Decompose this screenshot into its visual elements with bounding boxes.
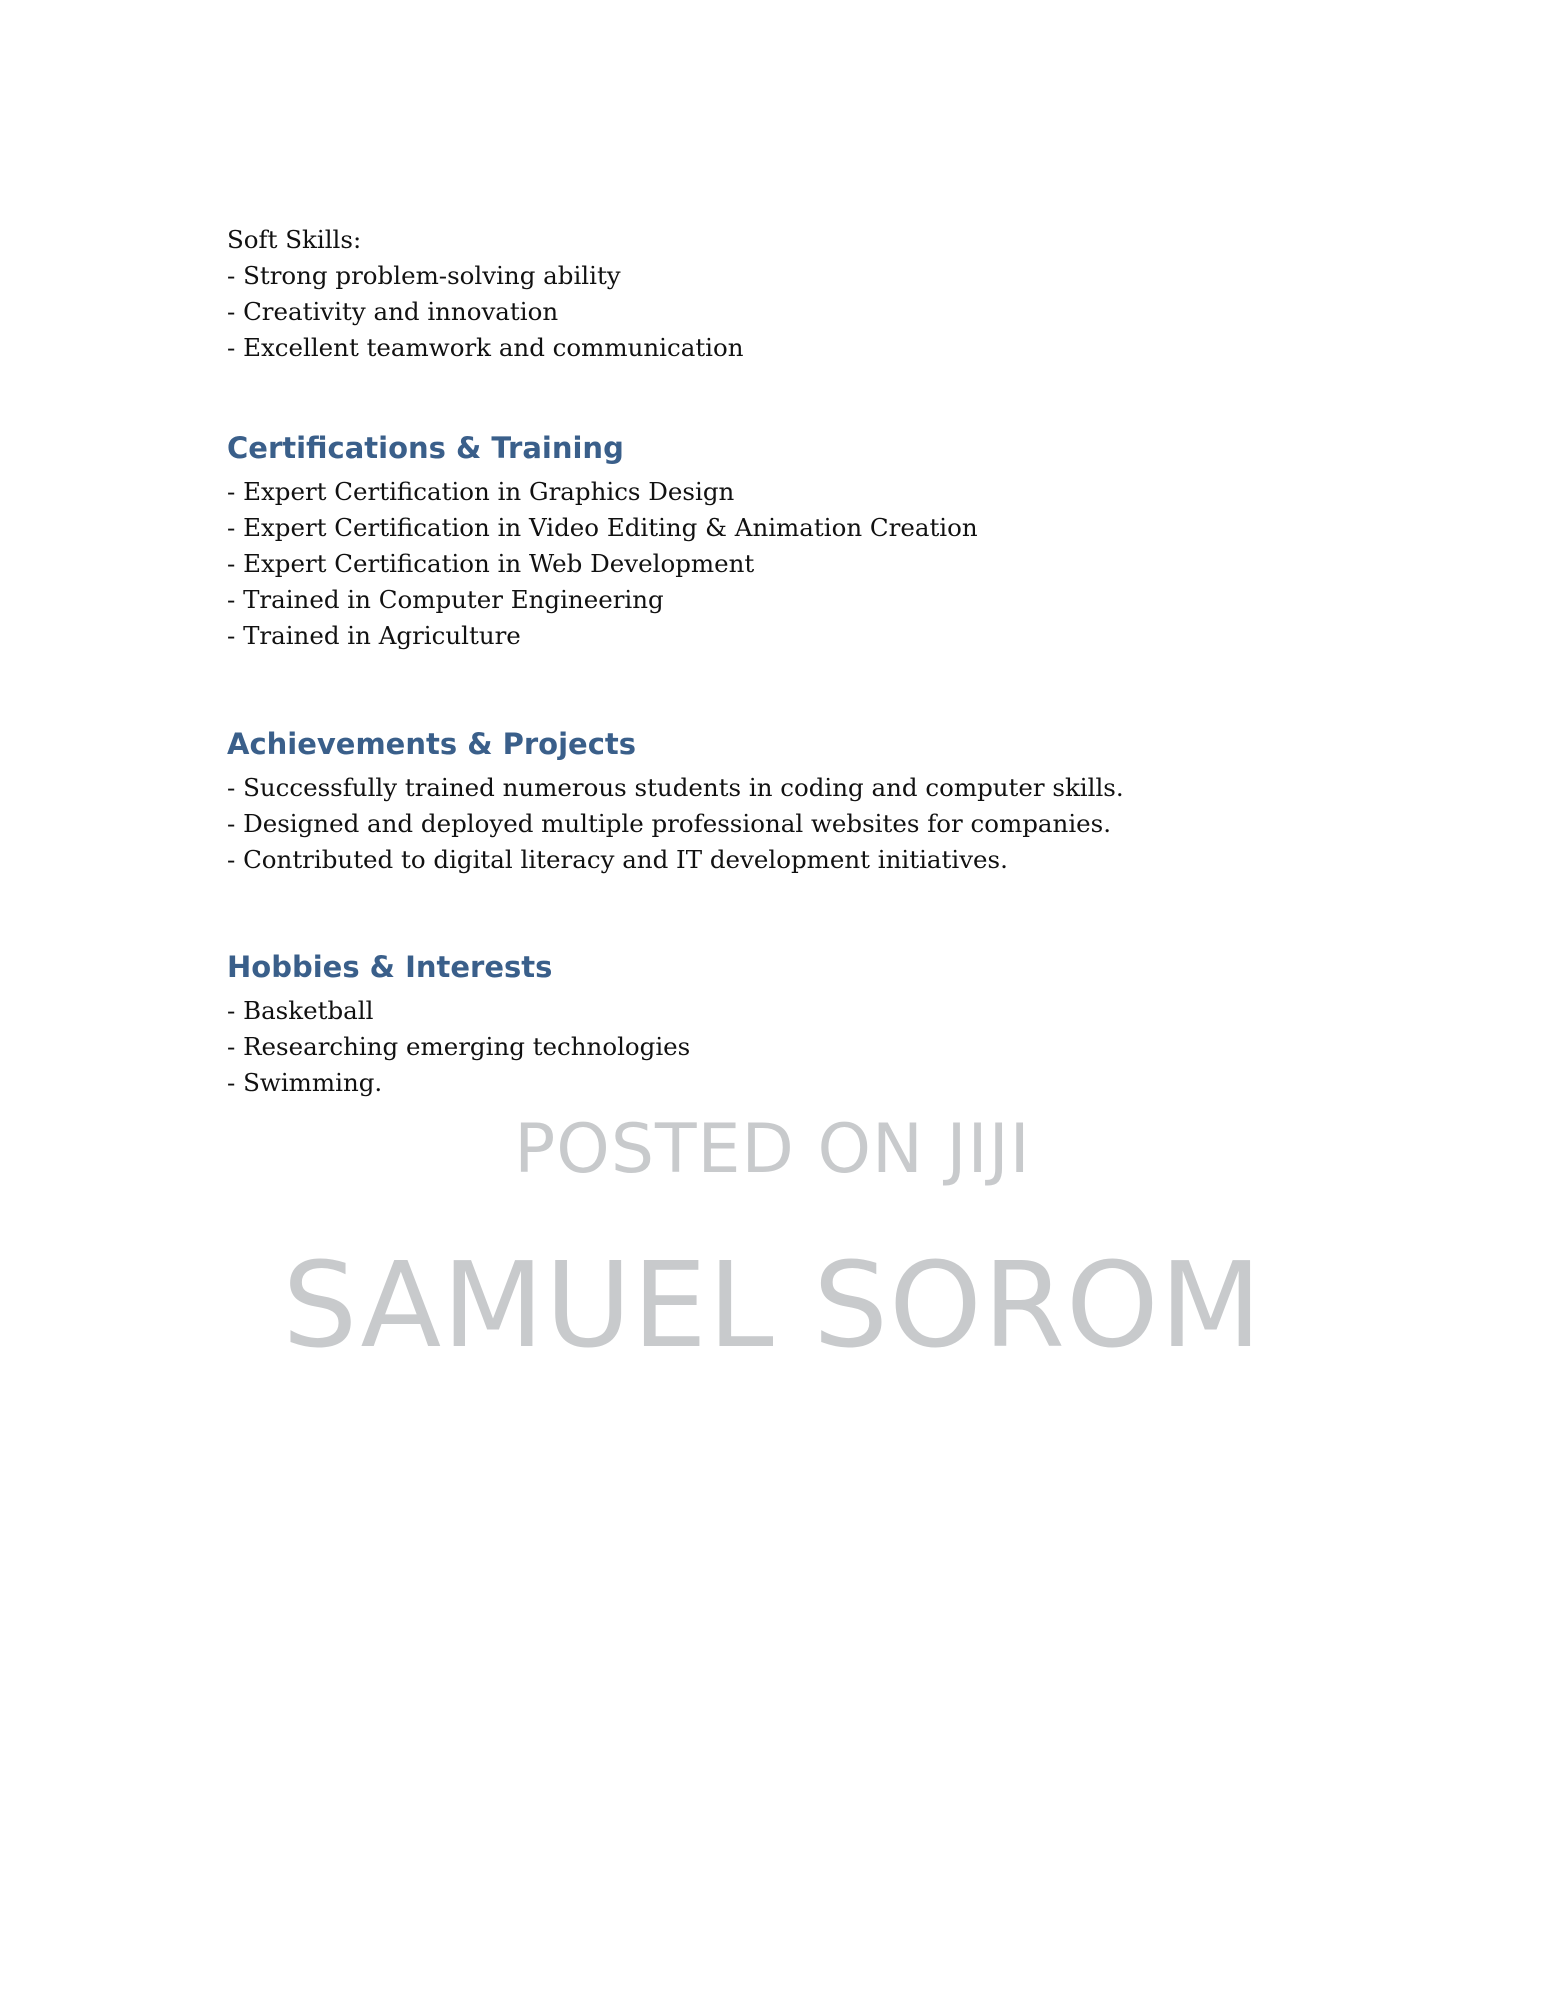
achievement-item: - Successfully trained numerous students in coding and computer skills. bbox=[227, 773, 1124, 802]
certification-item: - Expert Certification in Graphics Design bbox=[227, 477, 735, 506]
watermark-name: SAMUEL SOROM bbox=[282, 1236, 1263, 1374]
certification-item: - Expert Certification in Video Editing & Animation Creation bbox=[227, 513, 978, 542]
hobbies-section bbox=[227, 947, 690, 1101]
soft-skill-item: - Creativity and innovation bbox=[227, 297, 559, 326]
certification-item: - Expert Certification in Web Development bbox=[227, 549, 755, 578]
hobby-item: - Researching emerging technologies bbox=[227, 1032, 691, 1061]
soft-skills-title: Soft Skills: bbox=[227, 225, 362, 254]
soft-skill-item: - Excellent teamwork and communication bbox=[227, 333, 744, 362]
achievements-section bbox=[227, 724, 1124, 878]
hobbies-heading: Hobbies & Interests bbox=[227, 950, 553, 984]
certification-item: - Trained in Computer Engineering bbox=[227, 585, 664, 614]
soft-skill-item: - Strong problem-solving ability bbox=[227, 261, 621, 290]
certification-item: - Trained in Agriculture bbox=[227, 621, 521, 650]
soft-skills-section bbox=[227, 222, 744, 366]
certifications-heading: Certifications & Training bbox=[227, 431, 624, 465]
achievements-heading: Achievements & Projects bbox=[227, 727, 637, 761]
hobby-item: - Basketball bbox=[227, 996, 374, 1025]
achievement-item: - Designed and deployed multiple professional websites for companies. bbox=[227, 809, 1112, 838]
certifications-section bbox=[227, 428, 978, 654]
hobby-item: - Swimming. bbox=[227, 1068, 383, 1097]
achievement-item: - Contributed to digital literacy and IT development initiatives. bbox=[227, 845, 1008, 874]
watermark-posted-on: POSTED ON JIJI bbox=[514, 1110, 1031, 1189]
